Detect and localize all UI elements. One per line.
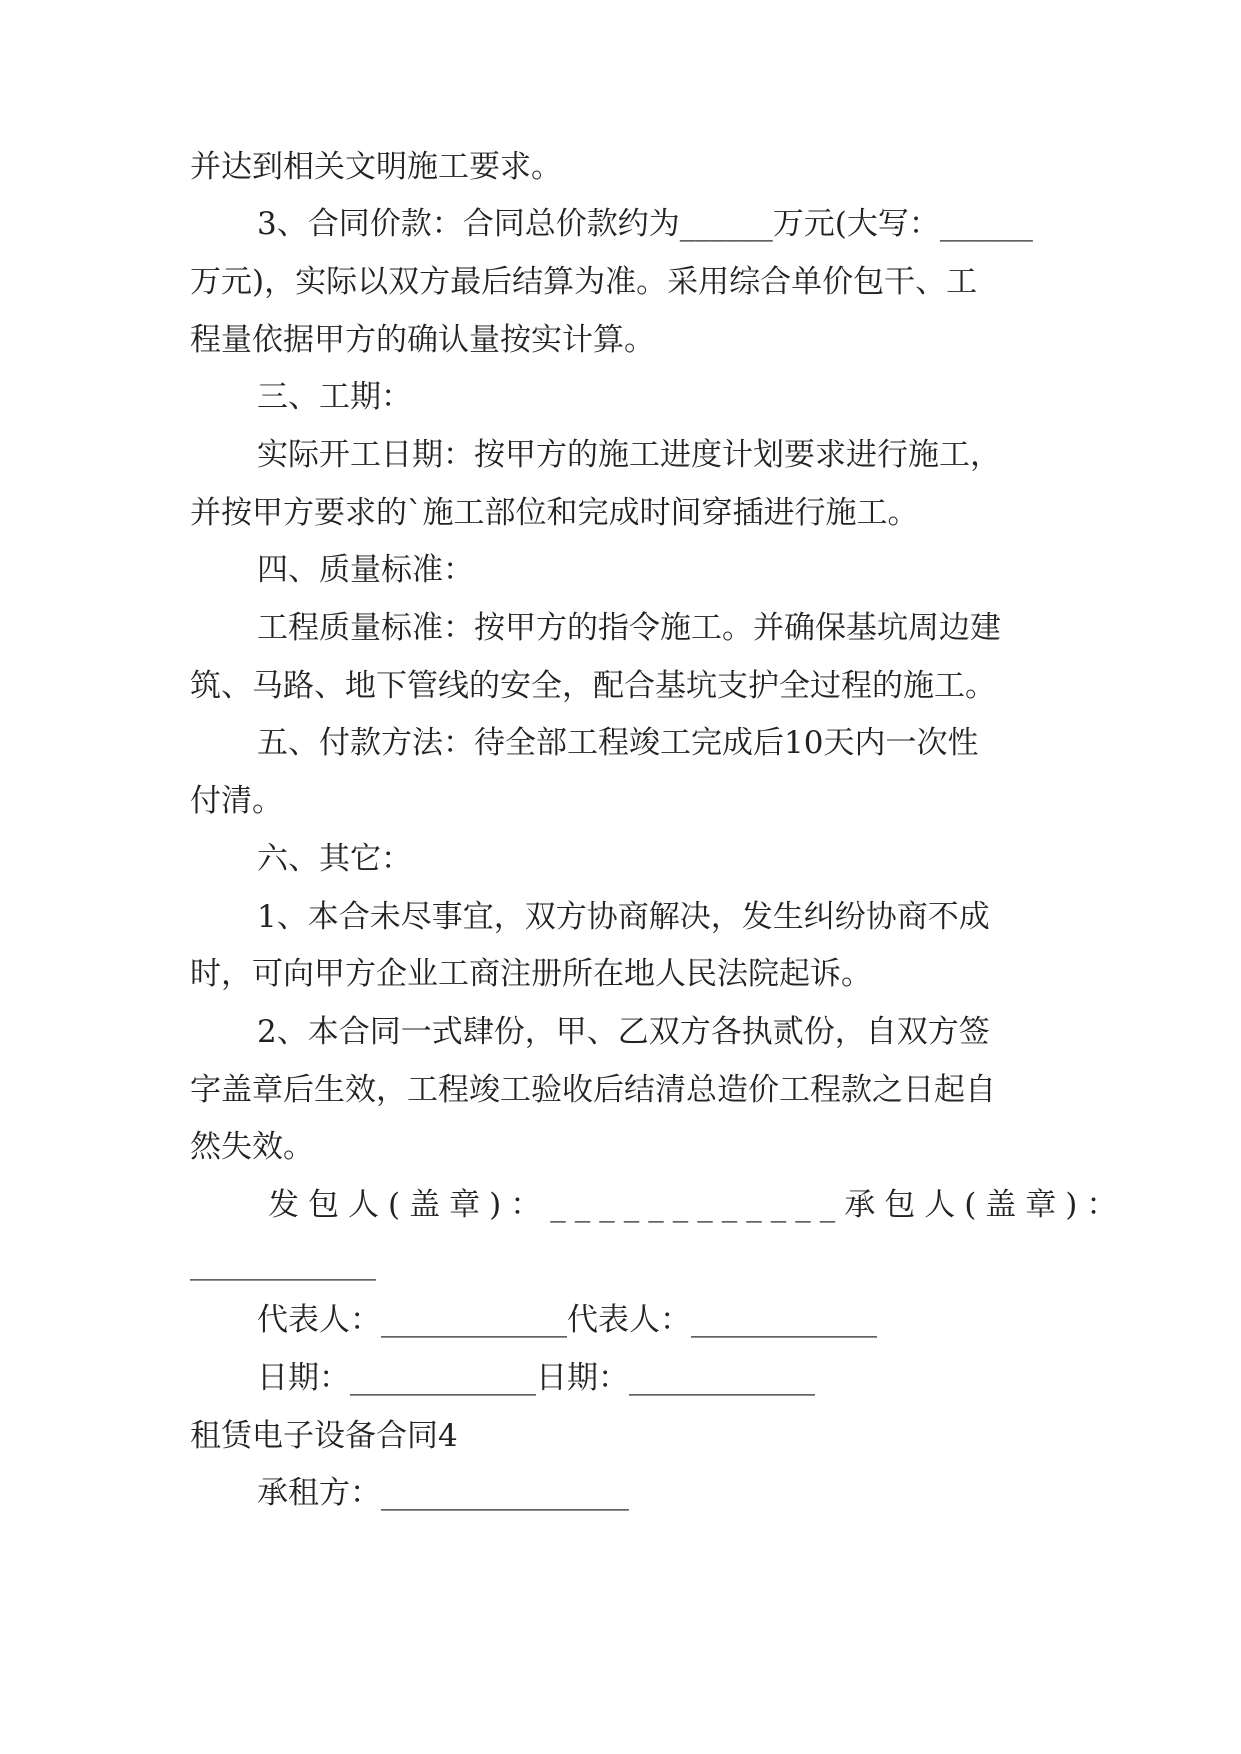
body-text-line: 万元)，实际以双方最后结算为准。采用综合单价包干、工 — [190, 264, 978, 300]
body-text-line: 时，可向甲方企业工商注册所在地人民法院起诉。 — [190, 956, 872, 992]
clause-copies: 2、本合同一式肆份，甲、乙双方各执贰份，自双方签 — [257, 1014, 990, 1050]
clause-dispute: 1、本合未尽事宜，双方协商解决，发生纠纷协商不成 — [257, 899, 990, 935]
body-text-line: 然失效。 — [190, 1129, 314, 1165]
contract-title: 租赁电子设备合同4 — [190, 1418, 458, 1454]
signature-parties-line: 发包人(盖章)：____________承包人(盖章)： — [268, 1187, 1127, 1223]
section-heading-schedule: 三、工期： — [257, 379, 412, 415]
body-text-line: 并按甲方要求的`施工部位和完成时间穿插进行施工。 — [190, 495, 919, 531]
signature-blank-line: ____________ — [190, 1245, 376, 1281]
body-text-line: 并达到相关文明施工要求。 — [190, 149, 562, 185]
body-text-line: 付清。 — [190, 783, 283, 819]
section-heading-quality: 四、质量标准： — [257, 552, 474, 588]
clause-contract-price: 3、合同价款：合同总价款约为______万元(大写：______ — [257, 206, 1033, 242]
body-text-line: 工程质量标准：按甲方的指令施工。并确保基坑周边建 — [257, 610, 1001, 646]
body-text-line: 字盖章后生效，工程竣工验收后结清总造价工程款之日起自 — [190, 1072, 996, 1108]
section-heading-payment: 五、付款方法：待全部工程竣工完成后10天内一次性 — [257, 725, 979, 761]
lessee-line: 承租方：________________ — [257, 1475, 629, 1511]
body-text-line: 筑、马路、地下管线的安全，配合基坑支护全过程的施工。 — [190, 668, 996, 704]
body-text-line: 实际开工日期：按甲方的施工进度计划要求进行施工， — [257, 437, 1001, 473]
date-line: 日期：____________日期：____________ — [257, 1360, 815, 1396]
section-heading-other: 六、其它： — [257, 841, 412, 877]
body-text-line: 程量依据甲方的确认量按实计算。 — [190, 322, 655, 358]
representative-line: 代表人：____________代表人：____________ — [257, 1302, 877, 1338]
